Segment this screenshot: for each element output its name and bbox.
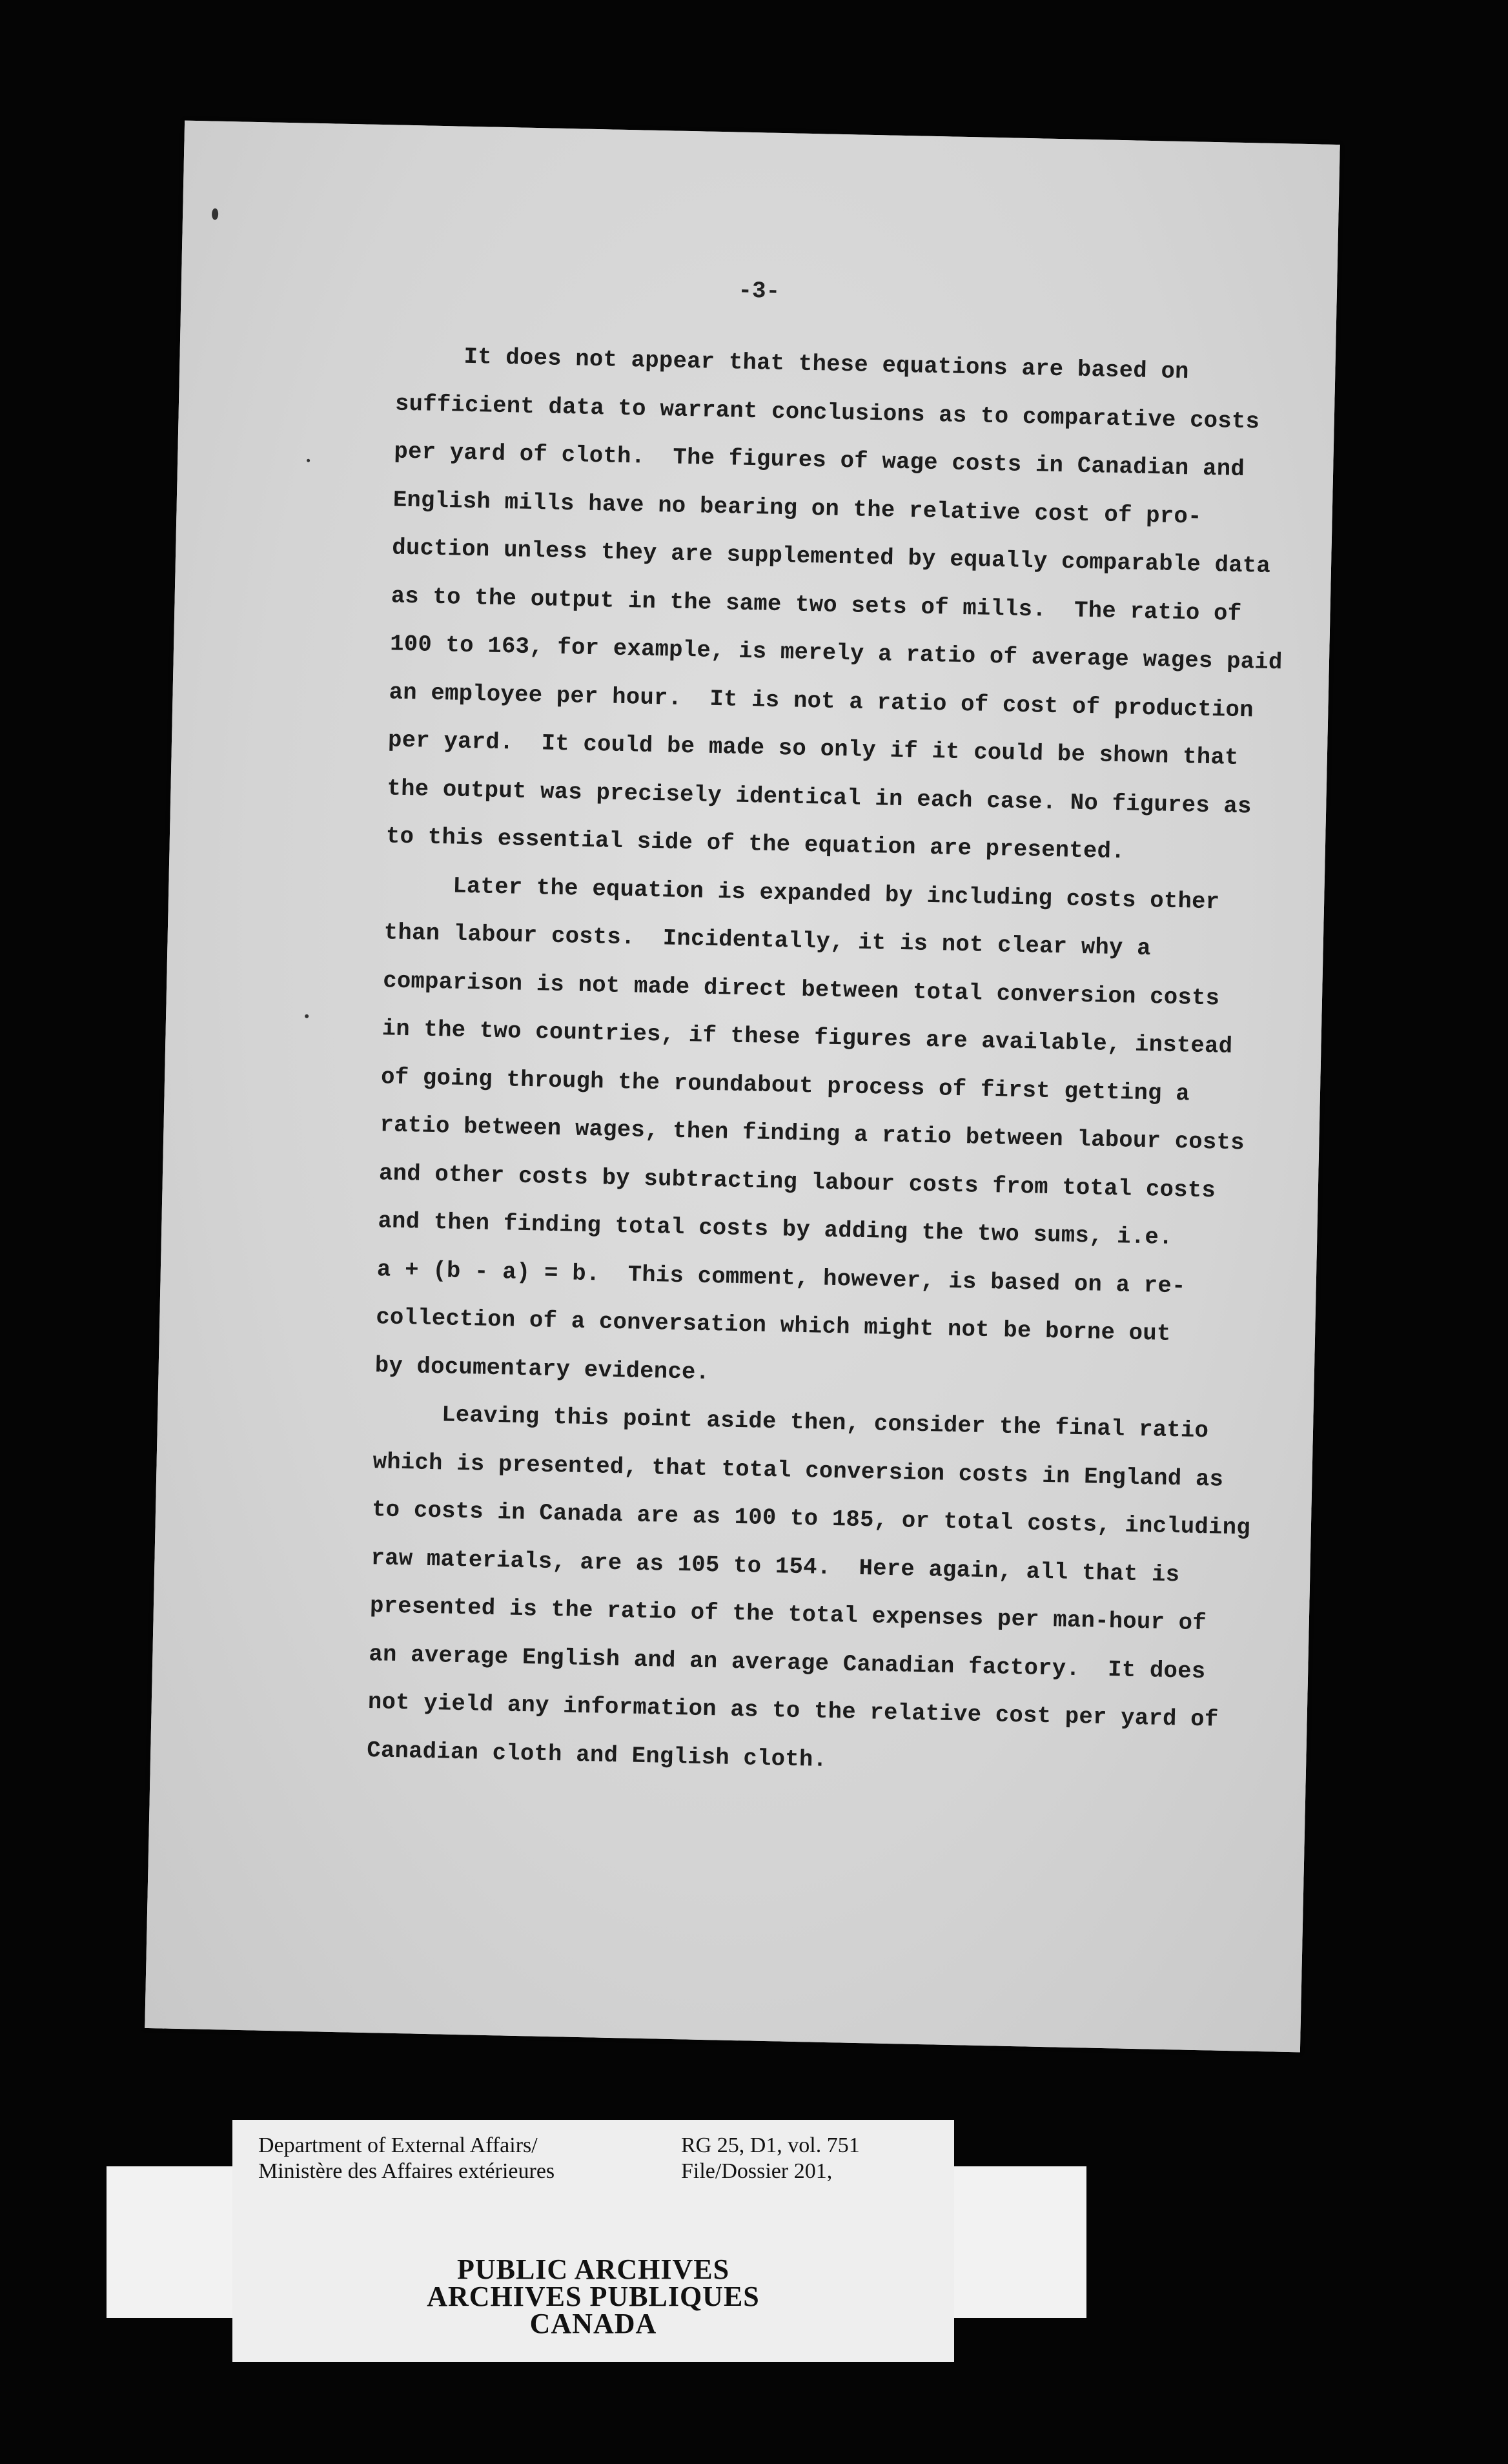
text-line: as to the output in the same two sets of mills. The ratio of xyxy=(391,582,1242,627)
text-line: 100 to 163, for example, is merely a ratio of average wages paid xyxy=(389,630,1283,676)
text-line: sufficient data to warrant conclusions as to comparative costs xyxy=(394,390,1260,435)
text-line: an average English and an average Canadian factory. It does xyxy=(369,1640,1206,1685)
page-number: -3- xyxy=(737,277,780,305)
archives-stamp-line-1: PUBLIC ARCHIVES xyxy=(456,2254,730,2285)
text-line: and then finding total costs by adding the two sums, i.e. xyxy=(378,1207,1174,1251)
text-line: Later the equation is expanded by including costs other xyxy=(452,872,1220,915)
text-line: a + (b - a) = b. This comment, however, is based on a re- xyxy=(376,1255,1187,1299)
text-line: duction unless they are supplemented by equally comparable data xyxy=(391,534,1271,579)
text-line: per yard of cloth. The figures of wage costs in Canadian and xyxy=(394,438,1245,483)
text-line: per yard. It could be made so only if it could be shown that xyxy=(387,726,1239,771)
text-line: an employee per hour. It is not a ratio of cost of production xyxy=(389,678,1254,723)
archive-reference: RG 25, D1, vol. 751 xyxy=(681,2133,860,2157)
text-line: to this essential side of the equation are presented. xyxy=(385,823,1126,865)
text-line: to costs in Canada are as 100 to 185, or total costs, including xyxy=(371,1496,1251,1541)
text-line: ratio between wages, then finding a ratio between labour costs xyxy=(380,1111,1245,1156)
document-page xyxy=(145,121,1340,2053)
paragraph-1 xyxy=(385,332,1283,879)
text-line: collection of a conversation which might not be borne out xyxy=(375,1304,1171,1347)
text-line: of going through the roundabout process of first getting a xyxy=(380,1063,1190,1107)
department-french: Ministère des Affaires extérieures xyxy=(258,2159,555,2183)
archives-stamp-line-2: ARCHIVES PUBLIQUES xyxy=(427,2281,760,2312)
file-number: File/Dossier 201, xyxy=(681,2159,833,2183)
text-line: which is presented, that total conversion costs in England as xyxy=(372,1448,1224,1493)
text-line: not yield any information as to the relative cost per yard of xyxy=(367,1689,1219,1733)
paper-speck xyxy=(212,208,218,220)
text-line: Canadian cloth and English cloth. xyxy=(366,1736,828,1773)
text-line: in the two countries, if these figures are available, instead xyxy=(382,1015,1233,1060)
text-line: the output was precisely identical in each case. No figures as xyxy=(387,774,1252,819)
paragraph-2 xyxy=(374,861,1257,1408)
archives-stamp-line-3: CANADA xyxy=(529,2308,657,2339)
paper-speck xyxy=(305,1014,309,1018)
text-line: and other costs by subtracting labour costs from total costs xyxy=(378,1159,1216,1204)
text-line: raw materials, are as 105 to 154. Here again, all that is xyxy=(371,1544,1180,1588)
text-line: than labour costs. Incidentally, it is not clear why a xyxy=(383,919,1152,962)
department-english: Department of External Affairs/ xyxy=(258,2133,538,2157)
text-line: presented is the ratio of the total expenses per man-hour of xyxy=(369,1592,1207,1637)
paragraph-3 xyxy=(366,1390,1251,1792)
paper-speck xyxy=(307,459,310,462)
text-line: It does not appear that these equations are based on xyxy=(464,343,1190,385)
text-line: Leaving this point aside then, consider the final ratio xyxy=(441,1401,1209,1444)
text-line: comparison is not made direct between total conversion costs xyxy=(382,967,1220,1011)
text-line: English mills have no bearing on the relative cost of pro- xyxy=(392,486,1203,530)
archive-label xyxy=(232,2120,954,2362)
text-line: by documentary evidence. xyxy=(374,1351,710,1386)
document-body xyxy=(366,332,1283,1793)
